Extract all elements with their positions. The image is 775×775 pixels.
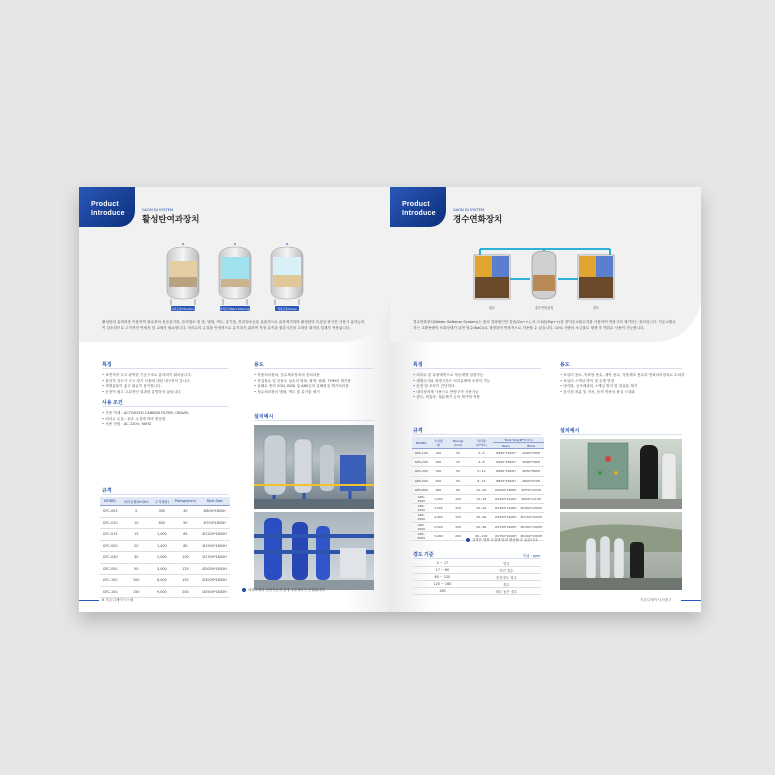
table-cell: Ø600*1800H [199,506,230,518]
table-cell: Ø1000*1800H [493,485,518,494]
table-cell: GPS-300 [412,467,430,476]
conditions-list [102,411,230,428]
softener-diagram [470,241,620,313]
table-row [100,540,230,552]
table-cell: 30 [120,552,152,564]
table-cell: GFC-010 [100,517,120,529]
table-row [100,563,230,575]
table-cell: Ø1550*2400H [493,513,518,522]
softener-vessel [532,251,556,299]
table-row [100,586,230,598]
table-cell: 1,400 [152,540,172,552]
list-item: • 물리적 강도가 크고 장기 사용에 대한 내구력이 큽니다. [102,379,230,385]
product-badge [390,187,446,227]
table-cell: GFC-030 [100,552,120,564]
list-item: • 음식점 처분 및 전처, 음직 작용의 품질 극대화 [560,390,686,396]
col-resin-qty: 수지량(ℓ) [430,437,446,449]
table-cell: 50 [120,563,152,575]
col-flow: 처리유량(m³/hr) [120,497,152,506]
table-row [412,467,544,476]
table-cell: 125 [172,563,200,575]
table-cell: 100 [446,494,469,503]
page-title: 경수연화장치 [453,214,503,224]
col-piping: Pipings (mm) [446,437,469,449]
intro-paragraph: 경수연화장치(Water Softener System)는 물의 경화원인인 칼슘(Ca++), 마그네슘(Mg++)을 양이온교환수지를 사용하여 연화시켜 제거하는 장치입니다. 이온교환수지는 교환용량이 포화상태가 되면 염수(NaCl)로 재생하여 반복적으로 사용할 수 있습니다. 10% 가량의 소금물로 재생 후 연화수 사용이 가능합니다. [413,320,676,330]
conditions-title: 사용 조건 [102,400,123,406]
table-cell: 60~100 [470,531,494,540]
footer-bar [79,600,99,601]
tank-label-rinse: 세정공정(Rinse) [277,307,297,311]
table-row [413,567,541,574]
uses-list [560,373,686,395]
table-cell: 200 [172,586,200,598]
table-cell: Ø1200*1300H [519,522,544,531]
install-photo-2-graphic [560,512,682,590]
table-cell: 200 [430,458,446,467]
spec-title: 규격 [413,428,423,434]
table-cell: GPS-800 [412,485,430,494]
table-cell: Ø550*880H [519,467,544,476]
page-title: 활성탄여과장치 [142,214,200,224]
table-cell: 500 [430,476,446,485]
table-row [412,522,544,531]
table-cell: GPS-500 [412,476,430,485]
table-cell: GFC-005 [100,506,120,518]
product-badge [79,187,135,227]
label-softening: 경수연화공정 [534,306,554,310]
spec-title: 규격 [102,488,112,494]
col-piping: Pipings(mm) [172,497,200,506]
list-item: • 운전 및 조작이 간단하다. [413,384,543,390]
table-cell: Ø400*780H [519,458,544,467]
table-cell: Ø750*1100H [519,485,544,494]
table-cell: 40 [172,506,200,518]
features-divider [102,368,228,369]
table-cell: GFC-150 [100,586,120,598]
table-cell: 80 [446,485,469,494]
spec-table [412,437,544,541]
table-cell: Ø870*1800H [493,476,518,485]
table-cell: 60 ~ 120 [413,574,472,581]
footer-bar [681,600,701,601]
col-brine: Brine [519,443,544,449]
list-item: • 내식성자재 사용으로 반영구적 사용가능 [413,390,543,396]
table-cell: 8~15 [470,476,494,485]
table-cell: 매우 높은 경수 [472,588,541,595]
badge-line1: Product [91,201,119,208]
table-cell: 100 [430,449,446,458]
col-model: MODEL [100,497,120,506]
table-cell: 100 [446,504,469,513]
uses-title: 용도 [254,362,264,368]
table-cell: 65 [172,529,200,541]
features-list [413,373,543,401]
tank-filtration [167,247,199,305]
table-cell: 20 [120,540,152,552]
table-cell: 10~20 [470,485,494,494]
table-cell: GPS-100 [412,449,430,458]
table-cell: 65 [446,476,469,485]
page-footer: 가온디제이시스템 7 [640,598,672,602]
table-cell: 150 [172,575,200,587]
table-cell: GPS-1500 [412,504,430,513]
table-cell: GPS-3000 [412,531,430,540]
col-media: 수지량(ℓ) [152,497,172,506]
features-divider [413,368,541,369]
label-hard-water: 경수 [592,306,600,310]
table-cell: 50 [172,517,200,529]
table-cell: GPS-1000 [412,494,430,503]
hardness-unit: 단위 : ppm [523,554,541,558]
table-cell: GFC-015 [100,529,120,541]
table-cell: Ø940*1110H [519,494,544,503]
install-title: 설치예시 [560,428,580,434]
table-row [413,588,541,595]
list-item: • 재생효율이 좋고 취급이 용이합니다. [102,384,230,390]
table-cell: Ø600*970H [519,476,544,485]
table-cell: Ø400*780H [519,449,544,458]
table-cell: 연수 [472,560,541,567]
install-photo-2-graphic [254,512,374,590]
table-row [412,458,544,467]
table-cell: 2,000 [430,513,446,522]
spec-divider [413,434,541,435]
spec-note-text: 처리수량과 현장여건에 맞게 주문제작이 진행됩니다. [248,588,326,592]
table-cell: Ø3000*1800H [199,575,230,587]
table-cell: Ø3500*1800H [199,586,230,598]
table-cell: Ø450*1500H [493,449,518,458]
list-item: • 재생주기와 재생시간은 처리유량에 조정이 가능 [413,379,543,385]
brochure-spread [79,187,701,612]
install-photo-2 [560,512,682,590]
spec-note [242,587,325,592]
table-cell: GPS-200 [412,458,430,467]
soft-water-tank [578,255,614,299]
col-resin: Resin [493,443,518,449]
table-row [412,504,544,513]
badge-line2: Introduce [91,210,125,217]
table-cell: 10 [120,517,152,529]
table-cell: 2~5 [470,449,494,458]
table-cell: 2,500 [430,522,446,531]
table-cell: 3,000 [152,563,172,575]
table-cell: 80 [172,540,200,552]
uses-divider [560,368,682,369]
tank-label-filtration: 여과공정(Filtration) [171,307,195,311]
table-cell: Ø1200*2100H [493,494,518,503]
install-divider [254,420,374,421]
table-cell: Ø1500*1800H [199,540,230,552]
table-cell: GFC-020 [100,540,120,552]
table-cell: 5 [120,506,152,518]
features-title: 특징 [413,362,423,368]
table-cell: 중간정도 경수 [472,574,541,581]
table-cell: Ø1700*1800H [199,552,230,564]
table-cell: 180 [413,588,472,595]
list-item: • 약품처리장치, 순수제조장치의 전처리용 [254,373,378,379]
table-cell: 6,000 [152,575,172,587]
table-row [100,529,230,541]
table-cell: Ø1300*1300H [519,531,544,540]
col-tank: Tank Size [199,497,230,506]
list-item: • 사용 전원 : AC 220V, 60HZ [102,422,230,428]
table-cell: 600 [152,517,172,529]
install-photo-1 [560,439,682,509]
col-model: MODEL [412,437,430,449]
table-cell: Ø2000*1800H [199,563,230,575]
table-row [100,506,230,518]
col-flow: 처리량 (m³/hr) [470,437,494,449]
table-cell: 32 [446,458,469,467]
table-cell: Ø700*1800H [199,517,230,529]
table-row [413,574,541,581]
table-cell: 125 [446,513,469,522]
uses-list [254,373,378,395]
table-cell: 9,000 [152,586,172,598]
table-cell: 40~80 [470,522,494,531]
features-title: 특징 [102,362,112,368]
install-title: 설치예시 [254,414,274,420]
table-row [100,575,230,587]
table-row [412,513,544,522]
page-footer: 6 가온디제이시스템 [102,598,134,602]
features-list [102,373,230,395]
table-cell: 1,500 [430,504,446,513]
table-row [413,581,541,588]
table-row [412,485,544,494]
system-label: GAON DJ SYSTEM [142,208,174,212]
uses-divider [254,368,374,369]
tank-label-backwash: 역세공정(Back Washing) [219,307,251,311]
list-item: • 운전이 쉽고 고위적인 결과를 유발하지 않습니다. [102,390,230,396]
table-row [412,476,544,485]
table-cell: Ø1750*2400H [493,531,518,540]
install-photo-1 [254,425,374,509]
list-item: • 사용 여재 : ACTIVATED CARBON FILTER, GRAVEL [102,411,230,417]
spec-divider [102,494,228,495]
table-cell: Ø520*1800H [493,458,518,467]
list-item: • 냉각탑, 공조배관의 스케일 방지 및 열효율 제거 [560,384,686,390]
table-cell: 25 [446,449,469,458]
tank-backwash [219,247,251,305]
system-label: GAON DJ SYSTEM [453,208,485,212]
table-cell: GFC-050 [100,563,120,575]
list-item: • 경도, 비흡착, 철분제거 등의 제거에 적합 [413,395,543,401]
list-item: • 유해수 중의 COD, BOD 및 ABS등의 유해물질 제거처리용 [254,384,378,390]
table-cell: GPS-2000 [412,513,430,522]
raw-water-tank [474,255,510,299]
spec-note [466,537,539,542]
table-cell: Ø1150*1250H [519,513,544,522]
install-photo-1-graphic [560,439,682,509]
list-item: • 산업용수 및 음용수 상수의 염화, 탈색, 탈취, THM의 제거용 [254,379,378,385]
hardness-title: 경도 기준 [413,552,434,558]
table-row [100,517,230,529]
table-cell: 200 [446,531,469,540]
table-cell: 4~8 [470,458,494,467]
filter-tanks-illustration [157,243,317,313]
table-cell: 300 [430,467,446,476]
table-cell: 300 [152,506,172,518]
table-cell: 30~60 [470,513,494,522]
table-cell: 800 [430,485,446,494]
list-item: • 정수처리장의 냄새, 색도 및 유기물 제거 [254,390,378,396]
right-page [390,187,701,612]
list-item: • 처리수 및 유량계측으로 자동재생 설정가능 [413,373,543,379]
table-cell: Ø1400*2100H [493,504,518,513]
table-cell: Ø1750*2400H [493,522,518,531]
table-cell: 5~10 [470,467,494,476]
hardness-table [413,560,541,595]
table-row [412,494,544,503]
table-cell: GFC-100 [100,575,120,587]
table-cell: 15 [120,529,152,541]
list-item: • 보일러 스케일 방지 및 수명 연장 [560,379,686,385]
badge-line1: Product [402,201,430,208]
uses-title: 용도 [560,362,570,368]
table-cell: Ø1200*1800H [199,529,230,541]
table-cell: 150 [446,522,469,531]
table-cell: 경수 [472,581,541,588]
install-photo-2 [254,512,374,590]
hardness-divider [413,558,541,559]
spec-note-text: 규격은 현장 수질에 따라 변동될 수 있습니다. [472,538,539,542]
table-cell: 2,000 [152,552,172,564]
spec-table [100,497,230,598]
table-cell: 20~40 [470,504,494,513]
tank-rinse [271,247,303,305]
install-photo-1-graphic [254,425,374,509]
list-item: • 표면적이 크고 완벽한 기공구조로 흡착력이 뛰어납니다. [102,373,230,379]
table-cell: 50 [446,467,469,476]
table-cell: 1,000 [152,529,172,541]
table-cell: GPS-2500 [412,522,430,531]
table-cell: 1,000 [430,494,446,503]
info-icon [242,588,246,592]
table-cell: Ø1000*1200H [519,504,544,513]
table-cell: 0 ~ 17 [413,560,472,567]
table-cell: 15~25 [470,494,494,503]
table-cell: 3,000 [430,531,446,540]
label-raw-water: 원수 [488,306,496,310]
badge-line2: Introduce [402,210,436,217]
table-cell: 100 [172,552,200,564]
table-cell: Ø580*1800H [493,467,518,476]
left-page [79,187,390,612]
table-cell: 약간 경수 [472,567,541,574]
list-item: • 처리수 수질 : 원수 수질에 따라 변동함 [102,417,230,423]
table-cell: 17 ~ 60 [413,567,472,574]
intro-paragraph: 활성탄의 흡착력을 이용하여 원수중의 용존유기물, 유리염소 및 맛, 냄새, 색도, 유기물, 잔류염소등을 효율적으로 흡착제거하며 활성탄의 특성상 장시간 사용시 흡착능력이 감소하므로 주기적인 역세척 및 교체가 필요합니다. 처리수의 수질을 안정적으로 유지하기 위하여 적정 유속과 접촉시간을 고려한 최적의 설계가 적용됩니다. [102,320,365,330]
table-row [412,449,544,458]
install-divider [560,434,682,435]
table-cell: 150 [120,586,152,598]
col-tank-size: Tank Size(Ø*H cm) [493,437,544,443]
table-cell: 120 ~ 180 [413,581,472,588]
table-cell: 100 [120,575,152,587]
conditions-divider [102,406,228,407]
info-icon [466,538,470,542]
table-header-row [100,497,230,506]
list-item: • 보일러 용수, 목욕탕 용수, 세탁 용수, 식품제조 용수의 연화처리장치로 수처리 [560,373,686,379]
table-row [100,552,230,564]
